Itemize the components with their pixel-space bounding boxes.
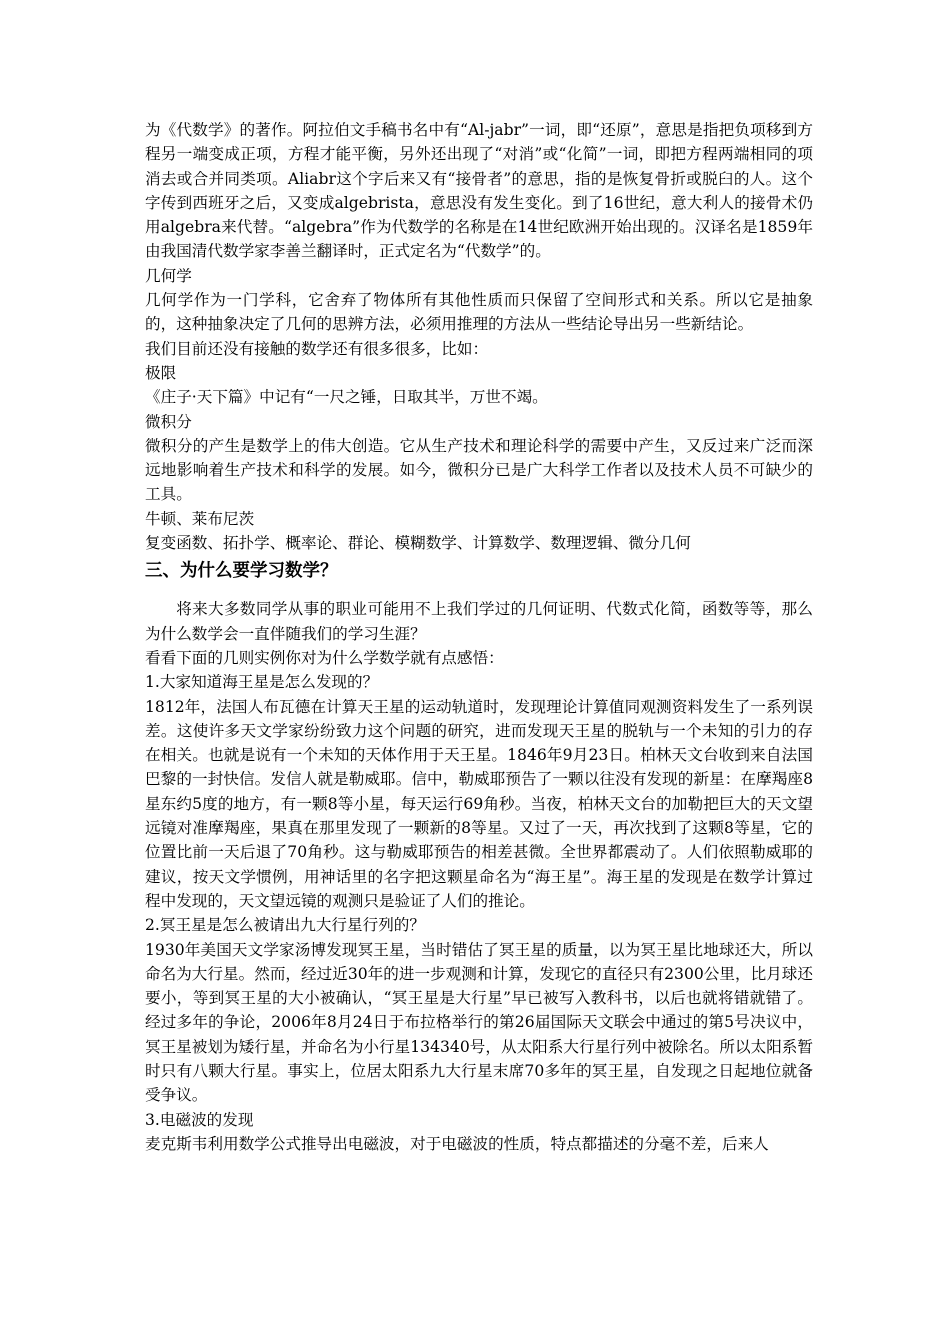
document-page [145, 118, 813, 1156]
geometry-paragraph: 几何学作为一门学科，它舍弃了物体所有其他性质而只保留了空间形式和关系。所以它是抽象的，这种抽象决定了几何的思辨方法，必须用推理的方法从一些结论导出另一些新结论。 [145, 291, 813, 334]
example-2-title: 2.冥王星是怎么被请出九大行星行列的？ [145, 916, 425, 935]
newton-leibniz-line: 牛顿、莱布尼茨 [145, 509, 255, 528]
example-3-paragraph: 麦克斯韦利用数学公式推导出电磁波，对于电磁波的性质，特点都描述的分毫不差，后来人 [145, 1134, 769, 1153]
math-branches-line: 复变函数、拓扑学、概率论、群论、模糊数学、计算数学、数理逻辑、微分几何 [145, 534, 691, 553]
geometry-label: 几何学 [145, 266, 192, 285]
section-3-lead: 看看下面的几则实例你对为什么学数学就有点感悟： [145, 648, 504, 667]
example-1-paragraph: 1812年，法国人布瓦德在计算天王星的运动轨道时，发现理论计算值同观测资料发生了一系列误差。这使许多天文学家纷纷致力这个问题的研究，进而发现天王星的脱轨与一个未知的引力的存在相关。也就是说有一个未知的天体作用于天王星。1846年9月23日。柏林天文台收到来自法国巴黎的一封快信。发信人就是勒威耶。信中，勒威耶预告了一颗以往没有发现的新星：在摩羯座8星东约5度的地方，有一颗8等小星，每天运行69角秒。当夜，柏林天文台的加勒把巨大的天文望远镜对准摩羯座，果真在那里发现了一颗新的8等星。又过了一天，再次找到了这颗8等星，它的位置比前一天后退了70角秒。这与勒威耶预告的相差甚微。全世界都震动了。人们依照勒威耶的建议，按天文学惯例，用神话里的名字把这颗星命名为“海王星”。海王星的发现是在数学计算过程中发现的，天文望远镜的观测只是验证了人们的推论。 [145, 697, 813, 910]
limit-label: 极限 [145, 363, 177, 382]
algebra-etymology-paragraph: 为《代数学》的著作。阿拉伯文手稿书名中有“Al-jabr”一词，即“还原”，意思是指把负项移到方程另一端变成正项，方程才能平衡，另外还出现了“对消”或“化简”一词，即把方程两端相同的项消去或合并同类项。Aliabr这个字后来又有“接骨者”的意思，指的是恢复骨折或脱臼的人。这个字传到西班牙之后，又变成algebrista，意思没有发生变化。到了16世纪，意大利人的接骨术仍用algebra来代替。“algebra”作为代数学的名称是在14世纪欧洲开始出现的。汉译名是1859年由我国清代数学家李善兰翻译时，正式定名为“代数学”的。 [145, 121, 813, 261]
example-3-title: 3.电磁波的发现 [145, 1110, 254, 1129]
calculus-paragraph: 微积分的产生是数学上的伟大创造。它从生产技术和理论科学的需要中产生，又反过来广泛而深远地影响着生产技术和科学的发展。如今，微积分已是广大科学工作者以及技术人员不可缺少的工具。 [145, 436, 813, 504]
calculus-label: 微积分 [145, 412, 192, 431]
example-1-title: 1.大家知道海王星是怎么发现的？ [145, 673, 379, 692]
untouched-math-intro: 我们目前还没有接触的数学还有很多很多，比如： [145, 339, 489, 358]
section-3-intro: 将来大多数同学从事的职业可能用不上我们学过的几何证明、代数式化简，函数等等，那么为什么数学会一直伴随我们的学习生涯？ [145, 600, 813, 643]
limit-quote: 《庄子·天下篇》中记有“一尺之锤，日取其半，万世不竭。 [145, 388, 548, 407]
example-2-paragraph: 1930年美国天文学家汤博发现冥王星，当时错估了冥王星的质量，以为冥王星比地球还大，所以命名为大行星。然而，经过近30年的进一步观测和计算，发现它的直径只有2300公里，比月球还要小，等到冥王星的大小被确认，“冥王星是大行星”早已被写入教科书，以后也就将错就错了。经过多年的争论，2006年8月24日于布拉格举行的第26届国际天文联会中通过的第5号决议中，冥王星被划为矮行星，并命名为小行星134340号，从太阳系大行星行列中被除名。所以太阳系暂时只有八颗大行星。事实上，位居太阳系九大行星末席70多年的冥王星，自发现之日起地位就备受争议。 [145, 940, 813, 1105]
section-3-heading: 三、为什么要学习数学？ [145, 561, 338, 582]
